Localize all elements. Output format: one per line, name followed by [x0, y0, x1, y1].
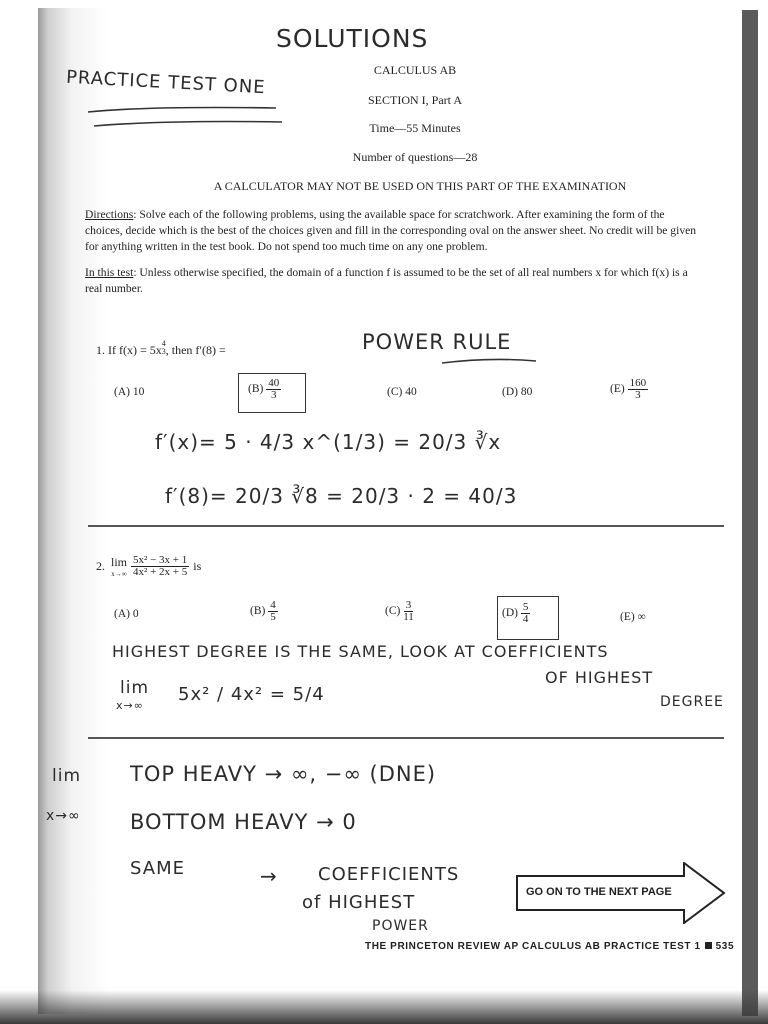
calculator-notice: A CALCULATOR MAY NOT BE USED ON THIS PART OF THE EXAMINATION	[213, 179, 627, 193]
q2-numerator: 5x² − 3x + 1	[133, 554, 188, 566]
q2-d-num: 5	[522, 601, 529, 613]
underline-scribble	[86, 100, 286, 130]
q2-choice-c[interactable]	[385, 600, 414, 623]
q2-choice-d[interactable]	[502, 602, 530, 625]
question-1-stem-pre: If f(x) = 5x	[108, 343, 162, 357]
q2-limit	[111, 555, 127, 578]
footer-page-number: 535	[715, 941, 735, 952]
q2-work-lim: lim	[120, 678, 150, 698]
notes-bottom-heavy: BOTTOM HEAVY → 0	[130, 810, 357, 834]
q2-c-num: 3	[405, 599, 412, 611]
notes-of-highest: of HIGHEST	[302, 892, 416, 913]
notes-lim-sub: x→∞	[46, 808, 81, 824]
q2-denominator: 4x² + 2x + 5	[133, 566, 188, 578]
footer-square-icon	[705, 942, 712, 949]
q1-choice-e[interactable]	[610, 378, 648, 401]
q1-choice-a[interactable]: (A) 10	[114, 386, 145, 398]
q2-b-den: 5	[270, 611, 276, 623]
exp-num: 4	[161, 339, 166, 348]
q2-c-label: (C)	[385, 605, 401, 618]
q2-work-line-2: OF HIGHEST	[545, 668, 654, 687]
domain-paragraph	[85, 265, 700, 297]
q2-work-line-3: DEGREE	[660, 694, 724, 710]
notes-coefficients: COEFFICIENTS	[318, 864, 460, 885]
in-this-test-label: In this test	[85, 266, 134, 279]
q2-lim-word: lim	[111, 555, 128, 569]
q2-b-label: (B)	[250, 605, 266, 618]
q2-c-den: 11	[403, 611, 414, 623]
footer-text: THE PRINCETON REVIEW AP CALCULUS AB PRACTICE TEST 1	[365, 941, 701, 952]
question-1-stem	[96, 340, 226, 358]
question-1-stem-post: , then f′(8) =	[165, 343, 226, 357]
q1-e-num: 160	[629, 377, 647, 389]
directions-paragraph	[85, 207, 700, 255]
q1-work-line-2: f′(8)= 20/3 ∛8 = 20/3 · 2 = 40/3	[165, 484, 518, 508]
q1-b-num: 40	[268, 377, 280, 389]
in-this-test-text: : Unless otherwise specified, the domain of a function f is assumed to be the set of all real numbers x for which f(x) is a real number.	[85, 266, 688, 295]
handwritten-power-rule: POWER RULE	[362, 330, 512, 354]
notes-same-arrow: →	[260, 864, 278, 888]
questions-heading: Number of questions—28	[352, 150, 478, 164]
question-2-number: 2.	[96, 559, 105, 573]
q1-b-label: (B)	[248, 383, 264, 396]
q2-choice-a[interactable]: (A) 0	[114, 608, 139, 620]
notes-same: SAME	[130, 858, 185, 879]
q1-e-label: (E)	[610, 383, 625, 396]
q2-choice-b[interactable]	[250, 600, 278, 623]
q2-c-fraction	[403, 600, 414, 623]
q1-work-line-1: f′(x)= 5 · 4/3 x^(1/3) = 20/3 ∛x	[155, 430, 502, 454]
directions-text: : Solve each of the following problems, using the available space for scratchwork. After examining the form of the choices, decide which is the best of the choices given and fill in the corresponding oval on the answer sheet. No credit will be given for anything written in the test book. Do not spend too much time on any one problem.	[85, 208, 697, 253]
question-1-number: 1.	[96, 343, 105, 357]
q2-work-expr: 5x² / 4x² = 5/4	[178, 684, 325, 705]
q2-fraction	[131, 555, 189, 578]
q2-work-line-1: HIGHEST DEGREE IS THE SAME, LOOK AT COEFFICIENTS	[112, 642, 609, 661]
q1-e-den: 3	[635, 389, 641, 401]
q2-lim-sub: x→∞	[111, 570, 127, 578]
next-page-arrow[interactable]	[516, 862, 726, 924]
divider-1	[88, 525, 724, 527]
q2-d-fraction	[521, 602, 531, 625]
q1-choice-c[interactable]: (C) 40	[387, 386, 417, 398]
q1-choice-b[interactable]	[248, 378, 281, 401]
q2-d-label: (D)	[502, 607, 518, 620]
scan-shadow	[0, 990, 768, 1024]
subject-heading: CALCULUS AB	[373, 63, 457, 77]
q1-e-fraction	[628, 378, 649, 401]
time-heading: Time—55 Minutes	[369, 121, 461, 135]
notes-lim: lim	[52, 766, 82, 786]
q1-choice-d[interactable]: (D) 80	[502, 386, 533, 398]
notes-top-heavy: TOP HEAVY → ∞, −∞ (DNE)	[130, 762, 437, 786]
q1-b-fraction	[266, 378, 281, 401]
next-page-label: GO ON TO THE NEXT PAGE	[526, 886, 672, 898]
q2-b-num: 4	[270, 599, 276, 611]
notes-power: POWER	[372, 918, 429, 934]
handwritten-practice-test: PRACTICE TEST ONE	[65, 66, 267, 99]
q2-work-lim-sub: x→∞	[116, 699, 144, 712]
q2-choice-e[interactable]: (E) ∞	[620, 611, 646, 623]
page-footer	[365, 941, 734, 952]
section-heading: SECTION I, Part A	[368, 93, 462, 107]
q2-d-den: 4	[522, 613, 529, 625]
question-2-stem	[96, 555, 201, 578]
q1-b-den: 3	[270, 389, 277, 401]
exp-den: 3	[161, 347, 166, 356]
divider-2	[88, 737, 724, 739]
power-rule-underline	[440, 355, 540, 369]
q2-is: is	[193, 559, 202, 573]
directions-label: Directions	[85, 208, 134, 221]
handwritten-title: SOLUTIONS	[276, 24, 429, 53]
scan-edge	[742, 10, 758, 1016]
q2-b-fraction	[268, 600, 278, 623]
